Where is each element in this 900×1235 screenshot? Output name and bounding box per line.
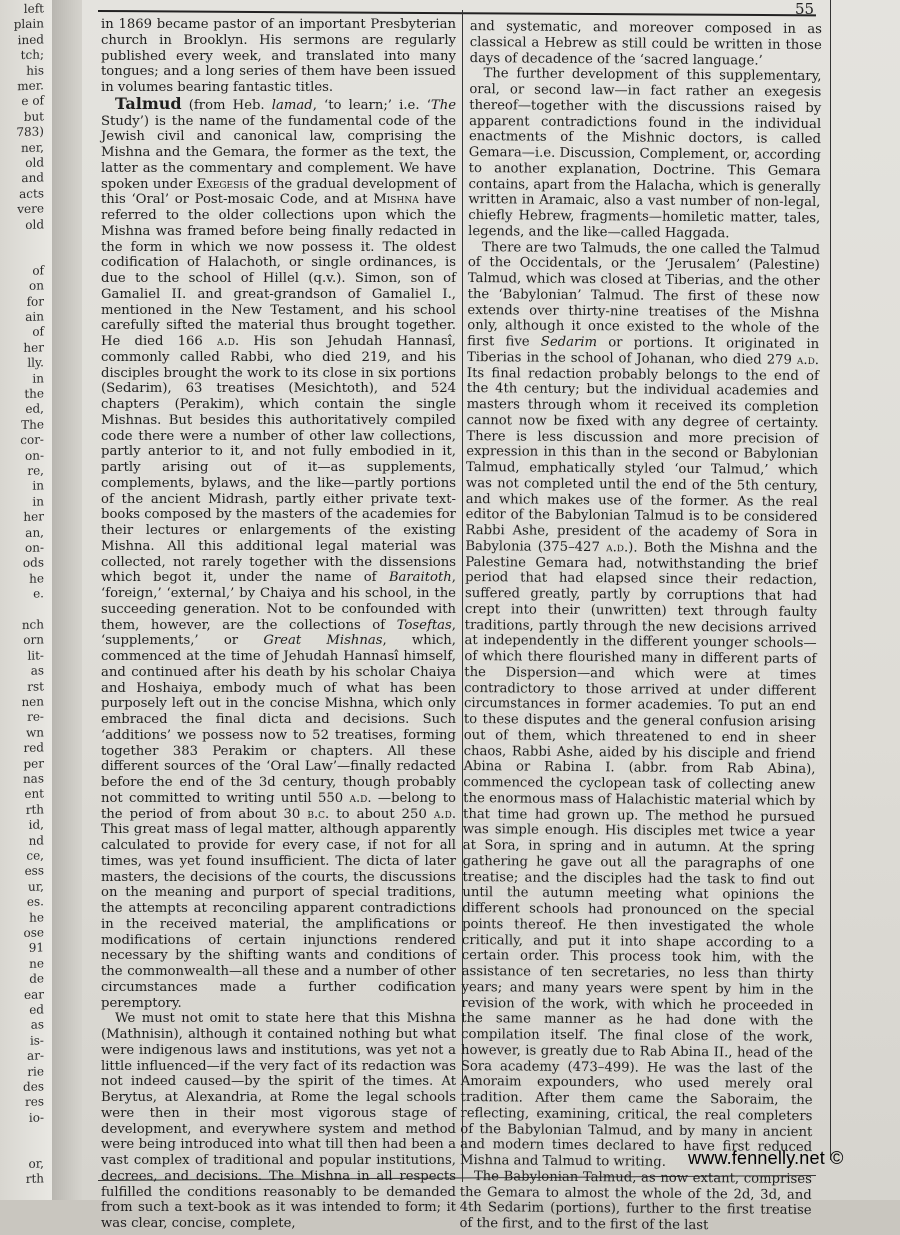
left-page-fragment: ent [24,786,44,802]
left-page-fragment: for [26,293,44,309]
left-page-fragment: ur, [28,879,44,894]
left-page-fragment: ed, [25,401,44,417]
left-page-fragment: vere [17,201,44,217]
paragraph-talmud-entry: Talmud (from Heb. lamad, ‘to learn;’ i.e. ‘The Study’) is the name of the fundamental code of the Jewish civil and canonical law, comprising the Mishna and the Gemara, the former as the text, the latter as the commentary and complement. We have spoken under Exegesis of the gradual development of this ‘Oral’ or Post-mosaic Code, and at Mishna have referred to the older collections upon which the Mishna was framed before being finally redacted in the form in which we now possess it. The oldest codification of Halachoth, or single ordinances, is due to the school of Hillel (q.v.). Simon, son of Gamaliel II. and great-grandson of Gamaliel I., mentioned in the New Testament, and his school carefully sifted the material thus brought together. He died 166 a.d. His son Jehudah Hannasî, commonly called Rabbi, who died 219, and his disciples brought the work to its close in six portions (Sedarim), 63 treatises (Mesichtoth), and 524 chapters (Perakim), which contain the single Mishnas. But besides this authoritatively compiled code there were a number of other law collections, partly anterior to it, and not fully embodied in it, partly arising out of it—as supplements, complements, bylaws, and the like—partly portions of the ancient Midrash, partly either private text-books composed by the masters of the academies for their lectures or enlargements of the existing Mishna. All this additional legal material was collected, not rarely together with the dissensions which begot it, under the name of Baraitoth, ‘foreign,’ ‘external,’ by Chaiya and his school, in the succeeding generation. Not to be confounded with them, however, are the collections of Toseftas, ‘supplements,’ or Great Mishnas, which, commenced at the time of Jehudah Hannasî himself, and continued after his death by his scholar Chaiya and Hoshaiya, embody much of what has been purposely left out in the concise Mishna, which only embraced the final dicta and decisions. Such ‘additions’ we possess now to 52 treatises, forming together 383 Perakim or chapters. All these different sources of the ‘Oral Law’—finally redacted before the end of the 3d century, though probably not committed to writing until 550 a.d. —belong to the period of from about 30 b.c. to about 250 a.d. This great mass of legal matter, although apparently calculated to provide for every case, if not for all times, was yet found insufficient. The dicta of later masters, the decisions of the courts, the discussions on the meaning and purport of special traditions, the attempts at reconciling apparent contradictions in the received material, the amplifications or modifications of certain injunctions rendered necessary by the shifting wants and conditions of the commonwealth—all these and a number of other circumstances made a further codification peremptory. [101,93,457,1011]
left-page-fragment: the [24,386,44,401]
left-page-fragment: des [23,1079,44,1095]
paragraph-gemara: The further development of this supplementary, oral, or second law—in fact rather an exegesis thereof—together with the discussions raised by apparent contradictions found in the individual enactments of the Mishnic doctors, is called Gemara—i.e. Discussion, Complement, or, according to another explanation, Doctrine. This Gemara contains, apart from the Halacha, which is generally written in Aramaic, also a vast number of non-legal, chiefly Hebrew, fragments—homiletic matter, tales, legends, and the like—called Haggada. [468,66,822,242]
cross-reference-exegesis: Exegesis [196,176,249,192]
left-page-fragment: he [29,909,44,925]
left-page-fragment: he [29,571,44,586]
left-page-fragment: res [25,1094,44,1110]
left-page-fragment: old [25,155,44,170]
paragraph-babylonian-talmud: The Babylonian Talmud, as now extant, comprises the Gemara to almost the whole of the 2d, 3d, and 4th Sedarim (portions), further to the first treatise of the first, and to the first of the last [459,1168,812,1234]
left-page-fragment: ner, [20,139,44,155]
left-page-fragment: but [23,109,44,124]
left-page-fragment: re, [27,463,44,478]
left-page-fragment: ain [25,309,44,324]
left-page-fragment: tch; [20,47,44,63]
left-page-fragment: de [29,971,44,987]
paragraph-two-talmuds: There are two Talmuds, the one called the Talmud of the Occidentals, or the ‘Jerusalem’ (Palestine) Talmud, which was closed at Tiberias, and the other the ‘Babylonian’ Talmud. The first of these now extends over thirty-nine treatises of the Mishna only, although it once existed to the whole of the first five Sedarim or portions. It originated in Tiberias in the school of Johanan, who died 279 a.d. Its final redaction probably belongs to the end of the 4th century; but the individual academies and masters through whom it received its completion cannot now be fixed with any degree of certainty. There is less discussion and more precision of expression in this than in the second or Babylonian Talmud, emphatically styled ‘our Talmud,’ which was not completed until the end of the 5th century, and which makes use of the former. As the real editor of the Babylonian Talmud is to be considered Rabbi Ashe, president of the academy of Sora in Babylonia (375–427 a.d.). Both the Mishna and the Palestine Gemara had, notwithstanding the brief period that had elapsed since their redaction, suffered greatly, partly by corruptions that had crept into their (unwritten) text through faulty traditions, partly through the new decisions arrived at independently in the different younger schools—of which there flourished many in different parts of the Dispersion—and which were at times contradictory to those arrived at under different circumstances in former academies. To put an end to these disputes and the general confusion arising out of them, which threatened to end in sheer chaos, Rabbi Ashe, aided by his disciple and friend Abina or Rabina I. (abbr. from Rab Abina), commenced the cyclopean task of collecting anew the enormous mass of Halachistic material which by that time had grown up. The method he pursued was simple enough. His disciples met twice a year at Sora, in spring and in autumn. At the spring gathering he gave out all the paragraphs of one treatise; and the disciples had the task to find out until the autumn meeting what opinions the different schools had pronounced on the special points thereof. He then investigated the whole critically, and put it into shape according to a certain order. This process took him, with the assistance of ten secretaries, no less than thirty years; and many years were spent by him in the revision of the work, with which he proceeded in the same manner as he had done with the compilation itself. The final close of the work, however, is greatly due to Rab Abina II., head of the Sora academy (473–499). He was the last of the Amoraim expounders, who used merely oral tradition. After them came the Saboraim, the reflecting, examining, critical, the real completers of the Babylonian Talmud, and by many in ancient and modern times declared to have first reduced Mishna and Talmud to writing. [459,239,821,1170]
left-page-fragment: The [21,417,44,432]
left-page-fragment: nen [21,694,44,710]
left-page-fragment [4,1141,44,1142]
left-page-fragment: red [23,740,44,756]
left-page-fragment: on- [24,447,44,463]
left-page-fragment: mer. [17,78,44,94]
left-page-fragment: in [32,494,44,509]
left-page-fragment: id, [28,817,44,833]
left-page-fragment: of [32,324,44,340]
left-page-fragment: plain [13,16,44,32]
left-page-fragment: or, [28,1156,44,1171]
left-page-fragment: lly. [27,355,44,371]
left-page-fragment: rth [25,1171,44,1187]
left-page-fragment: ess [24,863,44,879]
page-number: 55 [795,0,815,18]
left-page-fragment: ear [24,986,44,1002]
headword-talmud: Talmud [115,93,182,113]
left-page-fragment: in [32,478,44,494]
right-border-rule [830,0,831,1160]
left-page-fragment: and [21,170,44,186]
left-page-fragment: as [30,663,44,678]
left-page-fragment: in [32,370,44,386]
left-page-fragment: his [26,62,44,78]
left-page-fragment: ce, [26,848,44,863]
left-page-fragment: left [23,1,44,17]
left-page-fragment: 783) [16,124,44,140]
paragraph-continuation: and systematic, and moreover composed in as classical a Hebrew as still could be written in those days of decadence of the ‘sacred language.’ [469,19,822,69]
left-page-fragment: nch [21,617,44,633]
left-page-fragment: e of [21,93,44,109]
left-page-fragment: 91 [28,940,44,956]
left-column [101,17,456,1232]
paragraph-mishna-influence: We must not omit to state here that this Mishna (Mathnisin), although it contained nothing but what were indigenous laws and institutions, was yet not a little influenced—if the very fact of its redaction was not indeed caused—by the spirit of the times. At Berytus, at Alexandria, at Rome the legal schools were then in their most vigorous stage of development, and everywhere system and method were being introduced into what till then had been a vast complex of traditional and popular institutions, decrees, and decisions. The Mishna in all respects fulfilled the conditions reasonably to be demanded from such a text-book as it was intended to form; it was clear, concise, complete, [101,1011,456,1231]
left-page-fragment: rst [27,678,44,694]
left-page-fragment: es. [26,894,44,910]
left-page-fragment: an, [25,524,44,540]
paragraph-beecher-end: in 1869 became pastor of an important Presbyterian church in Brooklyn. His sermons are regularly published every week, and translated into many tongues; and a long series of them have been issued in volumes bearing fantastic titles. [101,17,456,95]
cross-reference-mishna: Mishna [373,192,419,208]
left-page-fragment: re- [27,709,44,725]
left-page-fragment: cor- [20,432,44,448]
left-page-fragment: ar- [27,1048,44,1064]
adjacent-left-page [0,0,52,1200]
left-page-fragment: ne [29,956,44,971]
left-page-fragment: is- [29,1033,44,1048]
left-page-fragment: her [23,509,44,525]
left-page-fragment: per [23,755,44,771]
left-page-fragment: io- [28,1110,44,1125]
left-page-fragment: rie [27,1063,44,1079]
left-page-fragment: rth [25,802,44,817]
left-page-fragment: ed [29,1002,44,1017]
left-page-fragment: wn [26,725,44,740]
watermark-text: www.fennelly.net © [688,1148,844,1168]
left-page-fragment: nas [22,771,44,787]
left-page-fragment: of [32,263,44,278]
left-page-fragment: ose [23,925,44,941]
left-page-fragment: orn [23,632,44,648]
left-page-fragment: acts [19,186,44,201]
left-page-fragment: on [29,278,44,294]
left-page-fragment: as [30,1017,44,1033]
left-page-fragment: on- [24,540,44,555]
left-page-fragment: ods [22,555,44,571]
left-page-fragment: old [25,216,44,232]
left-page-fragment: lit- [27,648,44,663]
left-page-fragment: ined [17,32,44,48]
left-page-fragment [4,248,44,249]
left-page-fragment: nd [28,832,44,848]
right-column [459,19,822,1235]
left-page-fragment: her [23,340,44,355]
left-page-fragment: e. [33,586,44,601]
